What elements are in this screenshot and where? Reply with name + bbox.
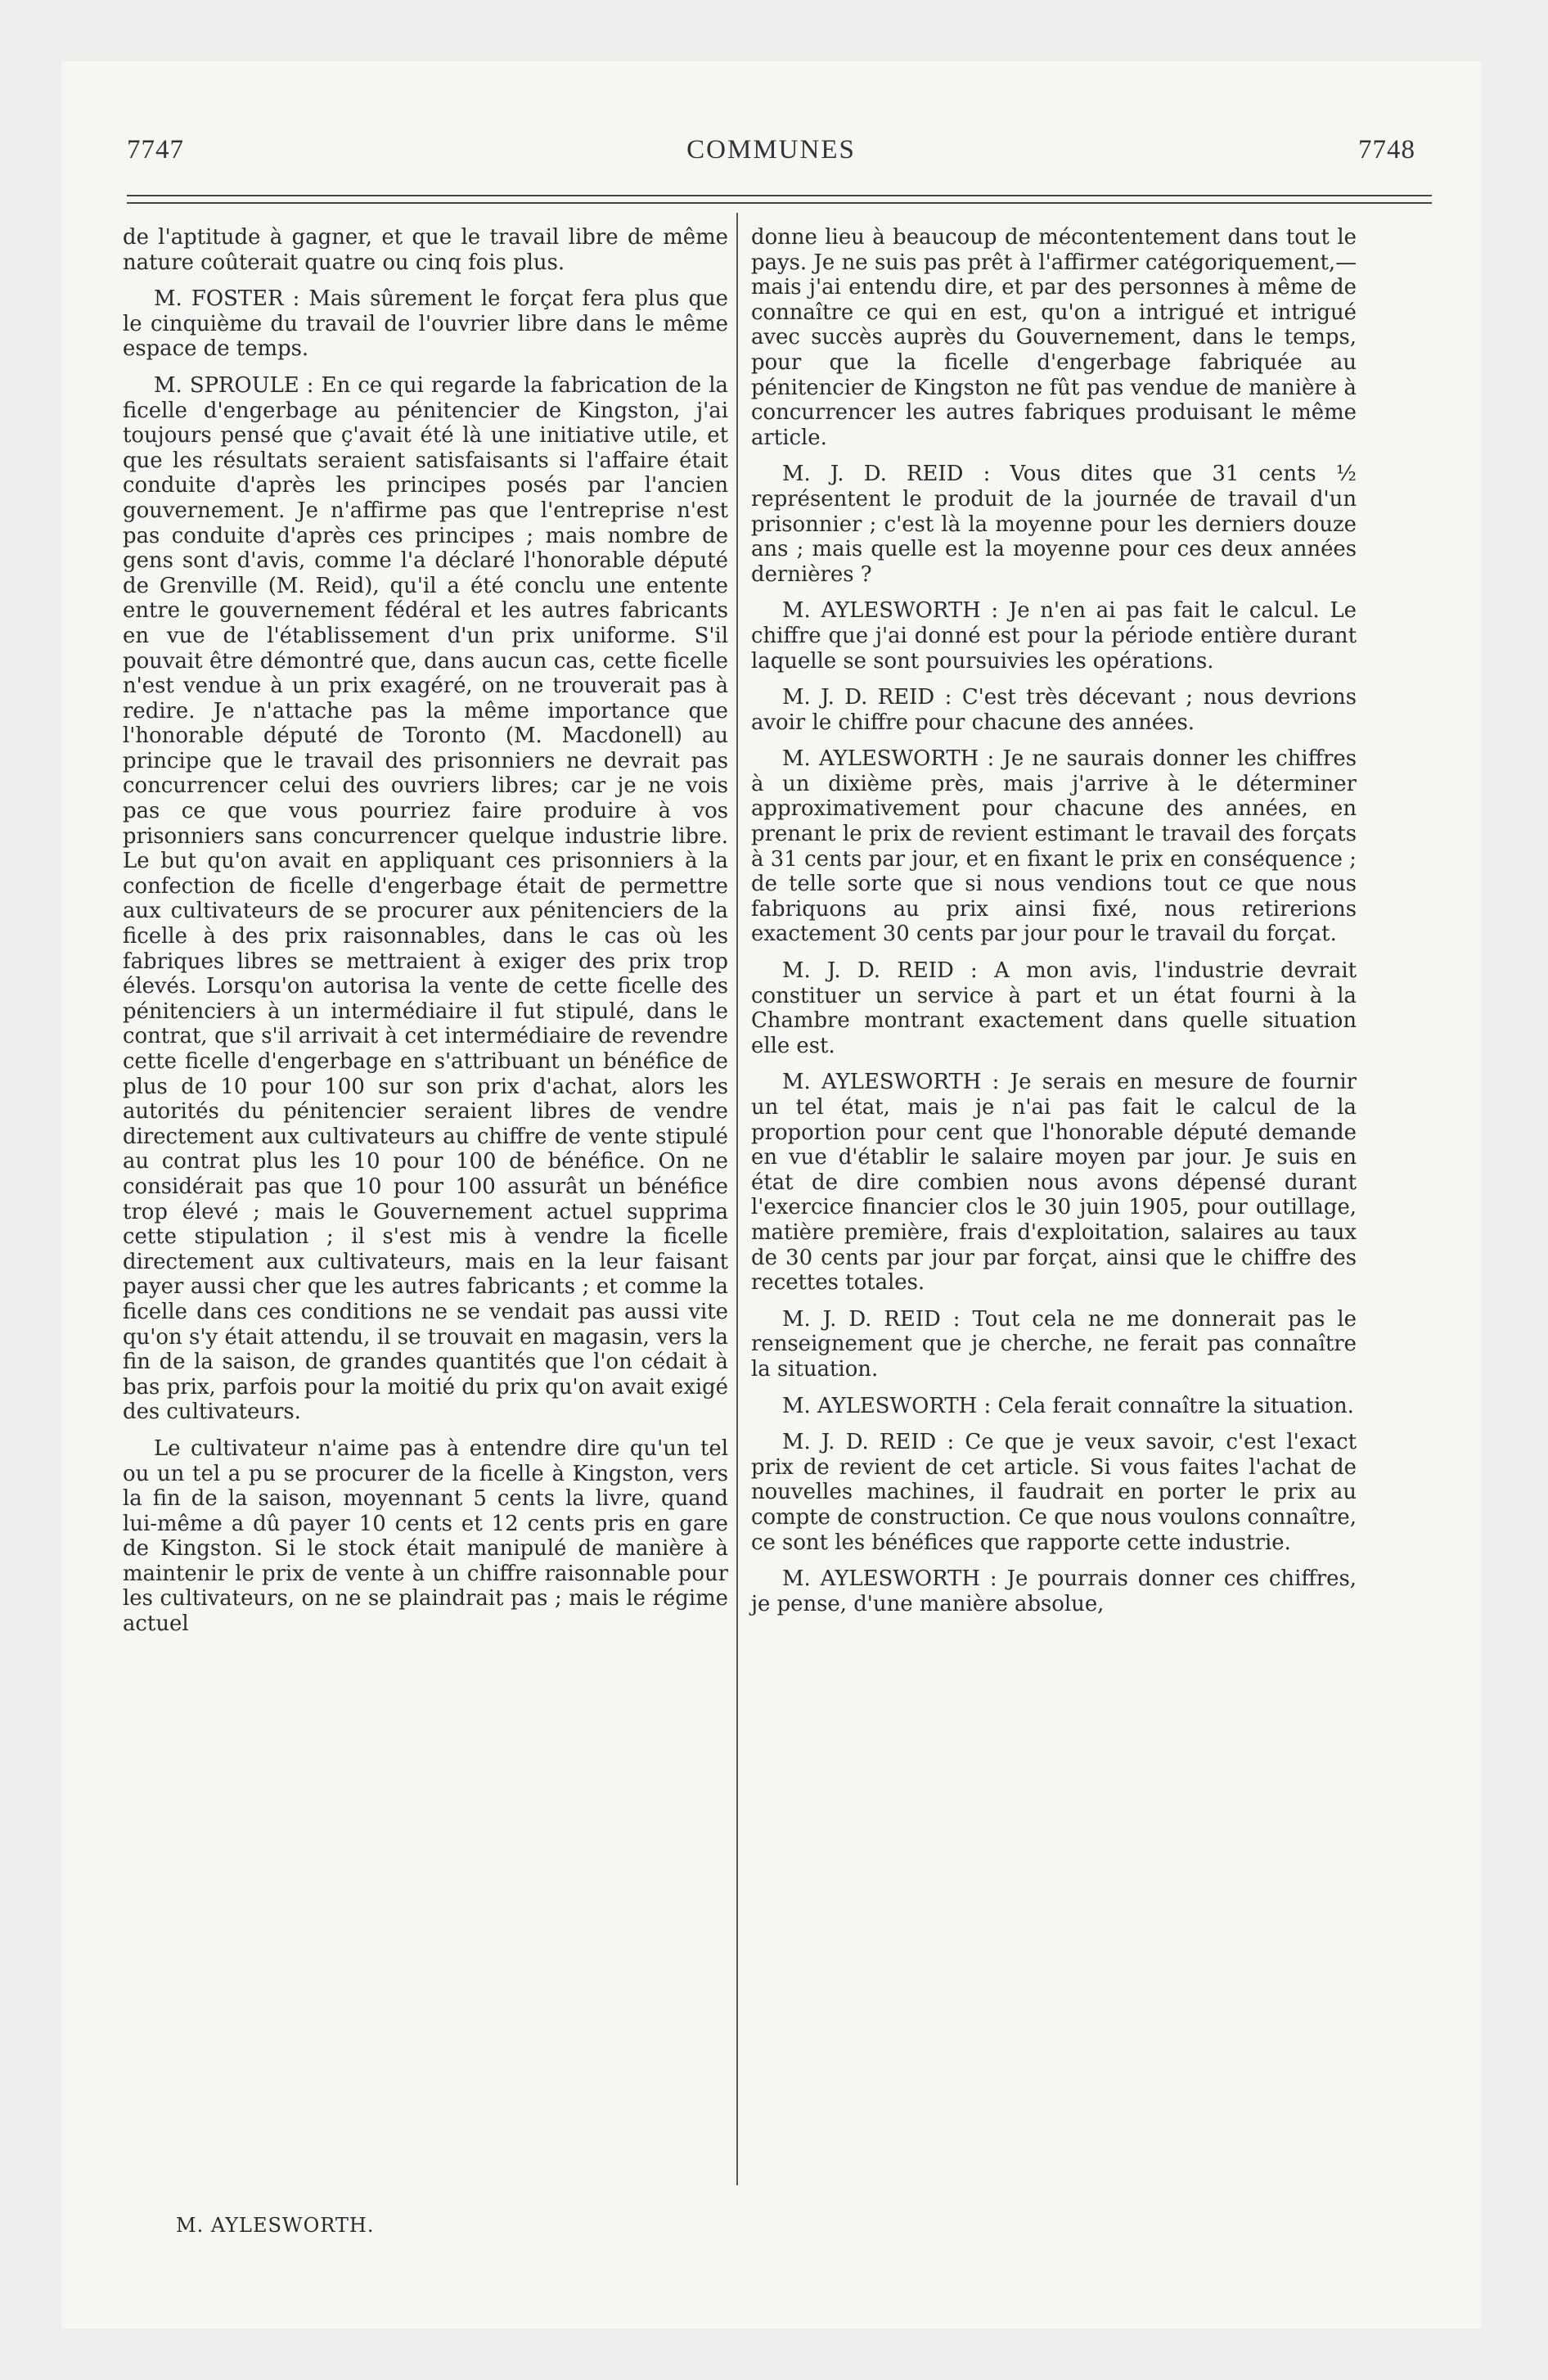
page-number-left: 7747 (127, 135, 184, 165)
page-number-right: 7748 (1358, 135, 1415, 165)
paragraph: M. FOSTER : Mais sûrement le forçat fera plus que le cinquième du travail de l'ouvrier libre dans le même espace de temps. (123, 286, 728, 362)
paragraph: M. SPROULE : En ce qui regarde la fabrication de la ficelle d'engerbage au pénitencier de Kingston, j'ai toujours pensé que ç'avait été là une initiative utile, et que les résultats seraient satisfaisants si l'affaire était conduite d'après les principes posés par l'ancien gouvernement. Je n'affirme pas que l'entreprise n'est pas conduite d'après ces principes ; mais nombre de gens sont d'avis, comme l'a déclaré l'honorable député de Grenville (M. Reid), qu'il a été conclu une entente entre le gouvernement fédéral et les autres fabricants en vue de l'établissement d'un prix uniforme. S'il pouvait être démontré que, dans aucun cas, cette ficelle n'est vendue à un prix exagéré, on ne trouverait pas à redire. Je n'attache pas la même importance que l'honorable député de Toronto (M. Macdonell) au principe que le travail des prisonniers ne devrait pas concurrencer celui des ouvriers libres; car je ne vois pas ce que vous pourriez faire produire à vos prisonniers sans concurrencer quelque industrie libre. Le but qu'on avait en appliquant ces prisonniers à la confection de ficelle d'engerbage était de permettre aux cultivateurs de se procurer aux pénitenciers de la ficelle à des prix raisonnables, dans le cas où les fabriques libres se mettraient à exiger des prix trop élevés. Lorsqu'on autorisa la vente de cette ficelle des pénitenciers à un intermédiaire il fut stipulé, dans le contrat, que s'il arrivait à cet intermédiaire de revendre cette ficelle d'engerbage en s'attribuant un bénéfice de plus de 10 pour 100 sur son prix d'achat, alors les autorités du pénitencier seraient libres de vendre directement aux cultivateurs au chiffre de vente stipulé au contrat plus les 10 pour 100 de bénéfice. On ne considérait pas que 10 pour 100 assurât un bénéfice trop élevé ; mais le Gouvernement actuel supprima cette stipulation ; il s'est mis à vendre la ficelle directement aux cultivateurs, mais en la leur faisant payer aussi cher que les autres fabricants ; et comme la ficelle dans ces conditions ne se vendait pas aussi vite qu'on s'y était attendu, il se trouvait en magasin, vers la fin de la saison, de grandes quantités que l'on cédait à bas prix, parfois pour la moitié du prix qu'on avait exigé des cultivateurs. (123, 372, 728, 1425)
column-divider (736, 213, 738, 2185)
paragraph: M. AYLESWORTH : Je ne saurais donner les chiffres à un dixième près, mais j'arrive à le déterminer approximativement pour chacune des années, en prenant le prix de revient estimant le travail des forçats à 31 cents par jour, et en fixant le prix en conséquence ; de telle sorte que si nous vendions tout ce que nous fabriquons au prix ainsi fixé, nous retirerions exactement 30 cents par jour pour le travail du forçat. (751, 746, 1357, 947)
paragraph: M. AYLESWORTH : Je pourrais donner ces chiffres, je pense, d'une manière absolue, (751, 1566, 1357, 1616)
paragraph: M. J. D. REID : Tout cela ne me donnerait pas le renseignement que je cherche, ne ferait pas connaître la situation. (751, 1306, 1357, 1382)
header-rule-top (127, 195, 1432, 196)
left-column (123, 225, 728, 1648)
paragraph: M. AYLESWORTH : Je n'en ai pas fait le calcul. Le chiffre que j'ai donné est pour la période entière durant laquelle se sont poursuivies les opérations. (751, 598, 1357, 674)
scanned-page (61, 61, 1481, 2328)
right-column (751, 225, 1357, 1628)
paragraph: M. J. D. REID : Ce que je veux savoir, c'est l'exact prix de revient de cet article. Si vous faites l'achat de nouvelles machines, il faudrait en porter le prix au compte de construction. Ce que nous voulons connaître, ce sont les bénéfices que rapporte cette industrie. (751, 1430, 1357, 1555)
paragraph: M. AYLESWORTH : Cela ferait connaître la situation. (782, 1393, 1354, 1418)
running-title: COMMUNES (686, 135, 856, 165)
paragraph: M. AYLESWORTH : Je serais en mesure de fournir un tel état, mais je n'ai pas fait le calcul de la proportion pour cent que l'honorable député demande en vue d'établir le salaire moyen par jour. Je suis en état de dire combien nous avons dépensé durant l'exercice financier clos le 30 juin 1905, pour outillage, matière première, frais d'exploitation, salaires au taux de 30 cents par jour par forçat, ainsi que le chiffre des recettes totales. (751, 1070, 1357, 1296)
paragraph: donne lieu à beaucoup de mécontentement dans tout le pays. Je ne suis pas prêt à l'affirmer catégoriquement,—mais j'ai entendu dire, et par des personnes à même de connaître ce qui en est, qu'on a intrigué et intrigué avec succès auprès du Gouvernement, dans le temps, pour que la ficelle d'engerbage fabriquée au pénitencier de Kingston ne fût pas vendue de manière à concurrencer les autres fabriques produisant le même article. (751, 225, 1357, 450)
paragraph: M. J. D. REID : A mon avis, l'industrie devrait constituer un service à part et un état fourni à la Chambre montrant exactement dans quelle situation elle est. (751, 958, 1357, 1058)
header-rule-bottom (127, 202, 1432, 204)
paragraph: M. J. D. REID : C'est très décevant ; nous devrions avoir le chiffre pour chacune des années. (751, 685, 1357, 735)
paragraph: Le cultivateur n'aime pas à entendre dire qu'un tel ou un tel a pu se procurer de la ficelle à Kingston, vers la fin de la saison, moyennant 5 cents la livre, quand lui-même a dû payer 10 cents et 12 cents pris en gare de Kingston. Si le stock était manipulé de manière à maintenir le prix de vente à un chiffre raisonnable pour les cultivateurs, on ne se plaindrait pas ; mais le régime actuel (123, 1436, 728, 1637)
paragraph: M. J. D. REID : Vous dites que 31 cents ½ représentent le produit de la journée de travail d'un prisonnier ; c'est là la moyenne pour les derniers douze ans ; mais quelle est la moyenne pour ces deux années dernières ? (751, 462, 1357, 587)
speaker-catchword: M. AYLESWORTH. (176, 2214, 375, 2237)
paragraph: de l'aptitude à gagner, et que le travail libre de même nature coûterait quatre ou cinq fois plus. (123, 225, 728, 275)
